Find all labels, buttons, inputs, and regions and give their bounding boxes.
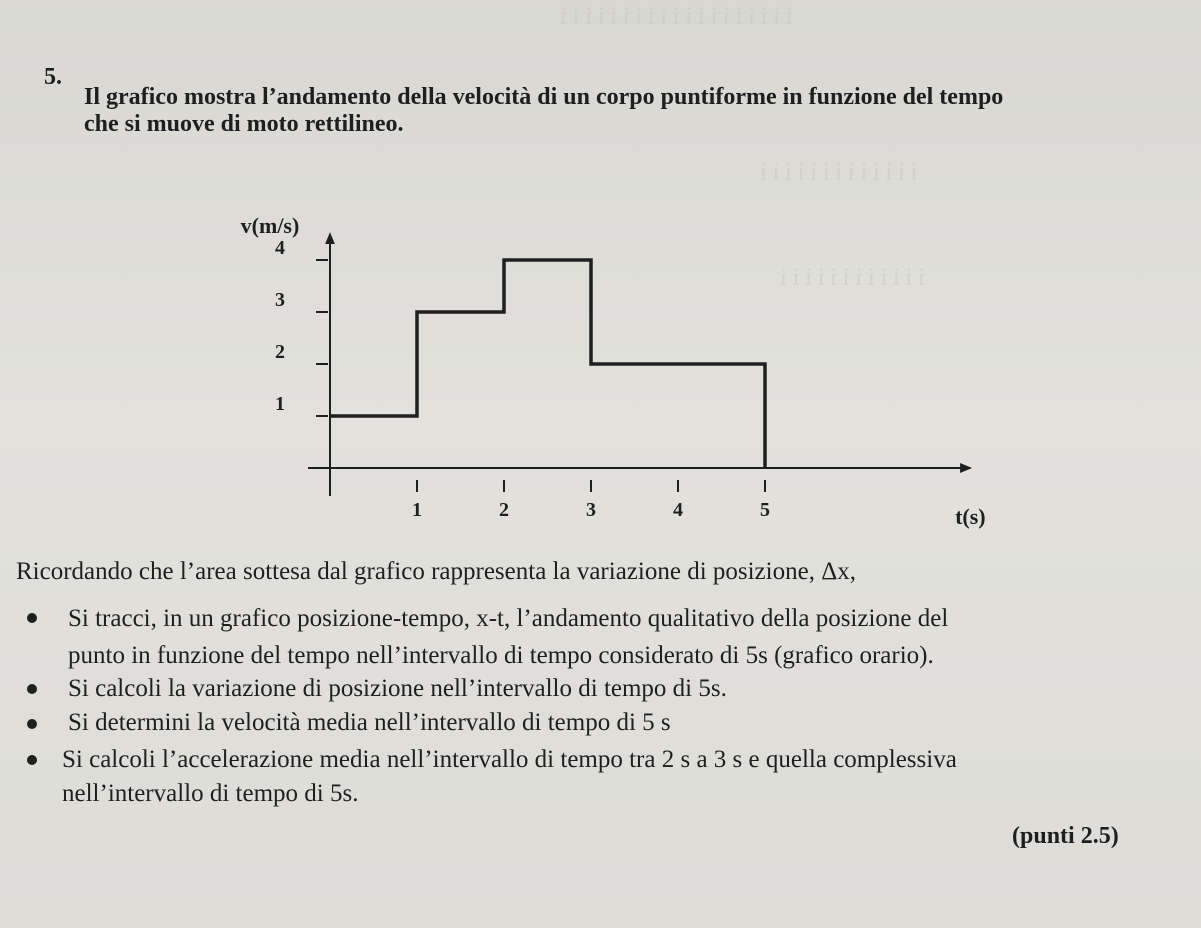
points-label: (punti 2.5) bbox=[1012, 823, 1119, 849]
y-tick-label: 3 bbox=[275, 289, 285, 311]
x-tick-label: 5 bbox=[760, 499, 770, 521]
task-line: Si calcoli la variazione di posizione nell’intervallo di tempo di 5s. bbox=[68, 675, 727, 702]
bullet-icon bbox=[27, 719, 37, 729]
bullet-icon bbox=[27, 684, 37, 694]
bleed-through-text: ⅰ ⅰ ⅰ ⅰ ⅰ ⅰ ⅰ ⅰ ⅰ ⅰ ⅰ ⅰ bbox=[780, 265, 925, 290]
axis-ticks bbox=[275, 237, 770, 521]
bleed-through-text: ⅰ ⅰ ⅰ ⅰ ⅰ ⅰ ⅰ ⅰ ⅰ ⅰ ⅰ ⅰ ⅰ bbox=[760, 160, 918, 185]
bleed-through-text: ⅰ ⅰ ⅰ ⅰ ⅰ ⅰ ⅰ ⅰ ⅰ ⅰ ⅰ ⅰ ⅰ ⅰ ⅰ ⅰ ⅰ ⅰ ⅰ bbox=[560, 4, 793, 29]
intro-sentence: Ricordando che l’area sottesa dal grafico rappresenta la variazione di posizione, Δx, bbox=[16, 558, 857, 585]
x-tick-label: 2 bbox=[499, 499, 509, 521]
task-line: Si determini la velocità media nell’intervallo di tempo di 5 s bbox=[68, 709, 671, 736]
x-tick-label: 4 bbox=[673, 499, 683, 521]
bullet-icon bbox=[27, 755, 37, 765]
task-line: punto in funzione del tempo nell’intervallo di tempo considerato di 5s (grafico orario). bbox=[68, 642, 934, 669]
question-text-line: che si muove di moto rettilineo. bbox=[84, 111, 404, 137]
y-tick-label: 4 bbox=[275, 237, 285, 259]
x-axis-label: t(s) bbox=[955, 504, 986, 529]
y-tick-label: 1 bbox=[275, 393, 285, 415]
question-text-line: Il grafico mostra l’andamento della velocità di un corpo puntiforme in funzione del tempo bbox=[84, 84, 1004, 110]
bullet-icon bbox=[27, 613, 37, 623]
y-tick-label: 2 bbox=[275, 341, 285, 363]
task-line: Si calcoli l’accelerazione media nell’intervallo di tempo tra 2 s a 3 s e quella complessiva bbox=[62, 746, 957, 773]
x-tick-label: 1 bbox=[412, 499, 422, 521]
y-axis-label: v(m/s) bbox=[240, 213, 300, 239]
task-line: nell’intervallo di tempo di 5s. bbox=[62, 780, 359, 807]
x-tick-label: 3 bbox=[586, 499, 596, 521]
velocity-series-line bbox=[330, 260, 765, 468]
task-line: Si tracci, in un grafico posizione-tempo, x-t, l’andamento qualitativo della posizione del bbox=[68, 605, 949, 632]
question-number: 5. bbox=[44, 64, 62, 90]
